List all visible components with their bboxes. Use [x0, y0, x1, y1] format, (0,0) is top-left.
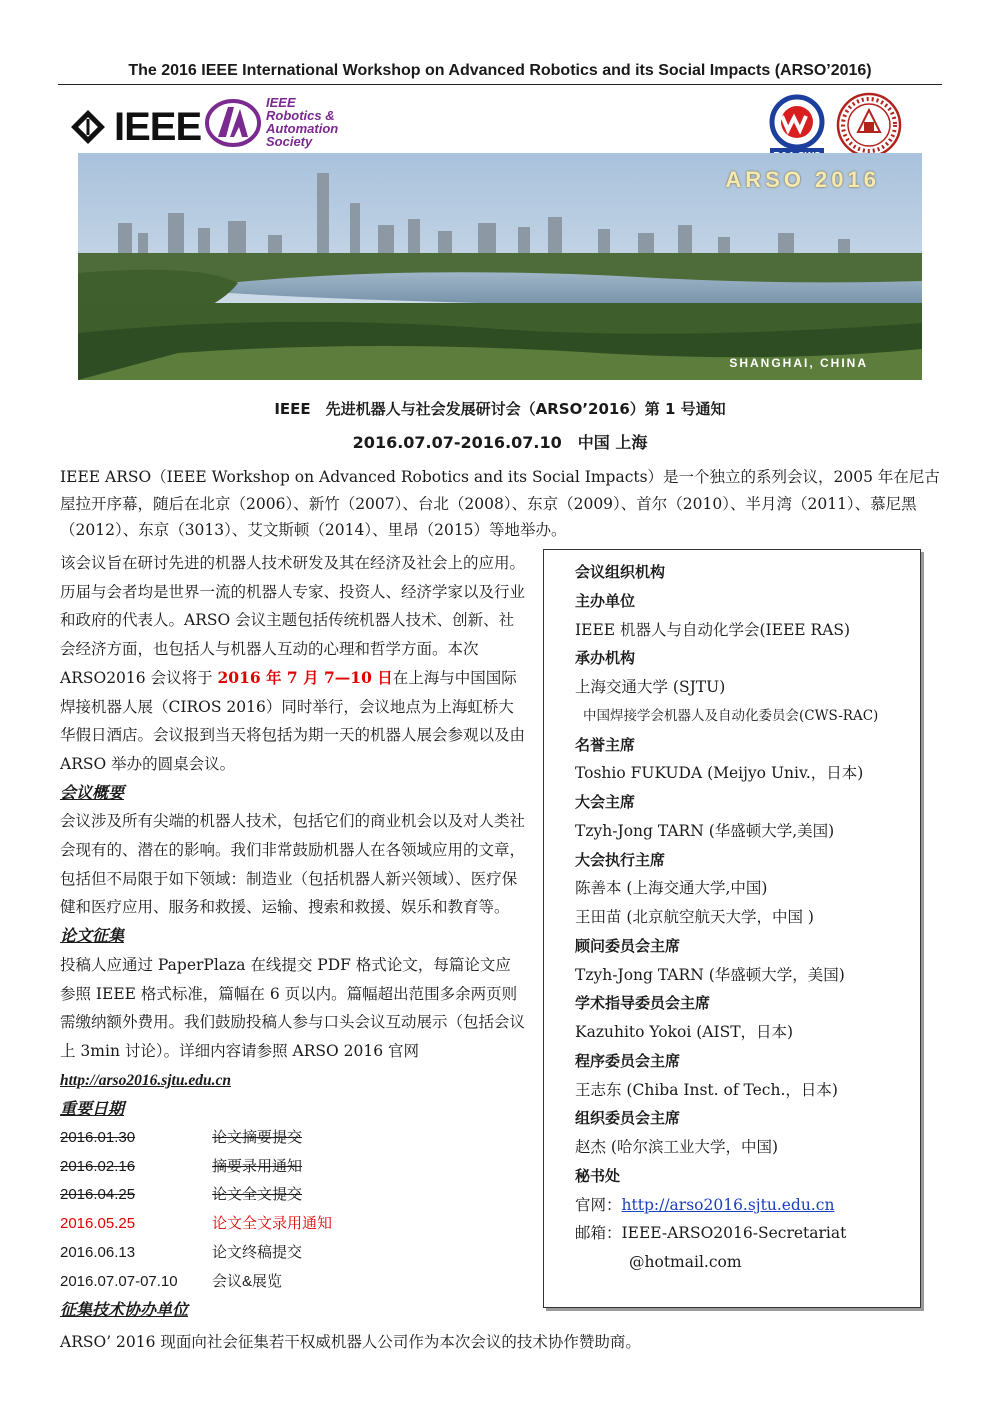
organizing-chair-value: 赵杰 (哈尔滨工业大学，中国)	[575, 1138, 779, 1156]
date-row-current	[60, 1210, 526, 1239]
date-row	[60, 1124, 526, 1153]
organization-box	[543, 549, 921, 1308]
executive-chair-value: 王田苗 (北京航空航天大学，中国 )	[575, 908, 814, 926]
date-value: 2016.04.25	[60, 1186, 136, 1204]
email-value-cont: @hotmail.com	[629, 1253, 742, 1271]
advisory-chair-heading: 顾问委员会主席	[575, 936, 681, 955]
org-title: 会议组织机构	[575, 563, 666, 581]
program-chair-heading: 程序委员会主席	[575, 1051, 681, 1070]
ieee-wordmark: IEEE	[114, 104, 202, 149]
notice-title: IEEE 先进机器人与社会发展研讨会（ARSO’2016）第 1 号通知	[274, 400, 726, 418]
secretariat-website-link[interactable]: http://arso2016.sjtu.edu.cn	[621, 1195, 835, 1214]
ras-text-1: IEEE	[266, 95, 296, 110]
banner-caption: SHANGHAI, CHINA	[729, 356, 868, 370]
call-for-papers-paragraph	[60, 951, 526, 1096]
header-title: The 2016 IEEE International Workshop on Advanced Robotics and its Social Impacts (ARSO’2016)	[128, 62, 872, 79]
host-heading: 主办单位	[575, 591, 636, 610]
purpose-text-b: 在上海与中国国际焊接机器人展（CIROS 2016）同时举行，会议地点为上海虹桥大华假日酒店。会议报到当天将包括为期一天的机器人展会参观以及由 ARSO 举办的圆桌会议。	[60, 668, 526, 773]
date-row	[60, 1268, 526, 1297]
secretariat-website	[575, 1191, 920, 1220]
secretariat-email	[575, 1219, 920, 1248]
event-dates-highlight: 2016 年 7 月 7—10 日	[217, 667, 393, 687]
organizing-chair-heading: 组织委员会主席	[575, 1109, 681, 1128]
steering-chair-value: Kazuhito Yokoi (AIST，日本)	[575, 1023, 794, 1041]
call-for-papers-heading: 论文征集	[60, 926, 125, 946]
overview-heading: 会议概要	[60, 782, 125, 802]
important-dates-heading: 重要日期	[60, 1099, 125, 1119]
honorary-chair-value: Toshio FUKUDA (Meijyo Univ.，日本)	[575, 764, 864, 783]
organizer-value: 中国焊接学会机器人及自动化委员会(CWS-RAC)	[583, 707, 879, 724]
date-value: 2016.02.16	[60, 1157, 136, 1175]
steering-chair-heading: 学术指导委员会主席	[575, 994, 711, 1013]
ras-emblem-icon	[204, 95, 262, 149]
notice-date: 2016.07.07-2016.07.10 中国 上海	[352, 433, 648, 452]
date-event: 会议&展览	[212, 1272, 283, 1290]
organizer-value: 上海交通大学 (SJTU)	[575, 678, 726, 696]
host-value: IEEE 机器人与自动化学会(IEEE RAS)	[575, 620, 851, 639]
date-value: 2016.01.30	[60, 1129, 136, 1147]
ras-text-4: Society	[266, 134, 313, 149]
date-event: 摘要录用通知	[212, 1157, 303, 1175]
header-divider	[58, 84, 942, 85]
secretariat-heading: 秘书处	[575, 1166, 621, 1185]
ras-text-3: Automation	[266, 121, 339, 136]
program-chair-value: 王志东 (Chiba Inst. of Tech.，日本)	[575, 1080, 838, 1099]
ieee-logo	[68, 104, 201, 150]
organizer-heading: 承办机构	[575, 649, 636, 668]
banner-title: ARSO 2016	[725, 167, 880, 192]
email-value: IEEE-ARSO2016-Secretariat	[621, 1224, 847, 1243]
advisory-chair-value: Tzyh-Jong TARN (华盛顿大学，美国)	[575, 965, 845, 984]
email-label: 邮箱：	[575, 1224, 622, 1243]
date-row	[60, 1181, 526, 1210]
ieee-diamond-icon	[68, 107, 108, 147]
date-event: 论文全文提交	[212, 1186, 303, 1204]
date-value: 2016.07.07-07.10	[60, 1272, 178, 1290]
date-event: 论文终稿提交	[212, 1243, 303, 1261]
honorary-chair-heading: 名誉主席	[575, 735, 636, 754]
date-value: 2016.06.13	[60, 1243, 136, 1261]
sponsor-paragraph: ARSO’ 2016 现面向社会征集若干权威机器人公司作为本次会议的技术协作赞助商。	[60, 1333, 641, 1351]
left-column	[60, 549, 526, 1325]
intro-paragraph: IEEE ARSO（IEEE Workshop on Advanced Robotics and its Social Impacts）是一个独立的系列会议，2005 年在尼古屋拉开序幕，随后在北京（2006）、新竹（2007）、台北（2008）、东京（2009）、首尔（2010）、半月湾（2011）、慕尼黑（2012）、东京（3013）、艾文斯顿（2014）、里昂（2015）等地举办。	[60, 468, 940, 539]
website-link[interactable]: http://arso2016.sjtu.edu.cn	[60, 1071, 231, 1089]
purpose-text-a: 该会议旨在研讨先进的机器人技术研发及其在经济及社会上的应用。历届与会者均是世界一流的机器人专家、投资人、经济学家以及行业和政府的代表人。ARSO 会议主题包括传统机器人技术、创新、社会经济方面，也包括人与机器人互动的心理和哲学方面。本次 ARSO2016 会议将于	[60, 554, 526, 687]
date-row	[60, 1153, 526, 1182]
purpose-paragraph	[60, 549, 526, 779]
ras-logo	[204, 95, 338, 149]
executive-chair-heading: 大会执行主席	[575, 850, 666, 869]
general-chair-value: Tzyh-Jong TARN (华盛顿大学,美国)	[575, 821, 835, 840]
general-chair-heading: 大会主席	[575, 793, 636, 811]
overview-paragraph: 会议涉及所有尖端的机器人技术，包括它们的商业机会以及对人类社会现有的、潜在的影响。我们非常鼓励机器人在各领域应用的文章，包括但不局限于如下领域：制造业（包括机器人新兴领域）、医疗保健和医疗应用、服务和救援、运输、搜索和救援、娱乐和教育等。	[60, 812, 526, 917]
sjtu-seal-logo	[836, 92, 902, 158]
website-label: 官网：	[575, 1195, 622, 1214]
date-event: 论文全文录用通知	[212, 1215, 333, 1233]
ras-text-2: Robotics &	[266, 108, 335, 123]
date-event: 论文摘要提交	[212, 1129, 303, 1147]
call-text: 投稿人应通过 PaperPlaza 在线提交 PDF 格式论文，每篇论文应参照 IEEE 格式标准，篇幅在 6 页以内。篇幅超出范围多余两页则需缴纳额外费用。我们鼓励投稿人参与口头会议互动展示（包括会议上 3min 讨论）。详细内容请参照 ARSO 2016 官网	[60, 955, 526, 1060]
sponsor-heading: 征集技术协办单位	[60, 1300, 189, 1320]
date-value: 2016.05.25	[60, 1215, 136, 1233]
shanghai-banner-image	[78, 153, 922, 380]
executive-chair-value: 陈善本 (上海交通大学,中国)	[575, 879, 768, 898]
date-row	[60, 1239, 526, 1268]
